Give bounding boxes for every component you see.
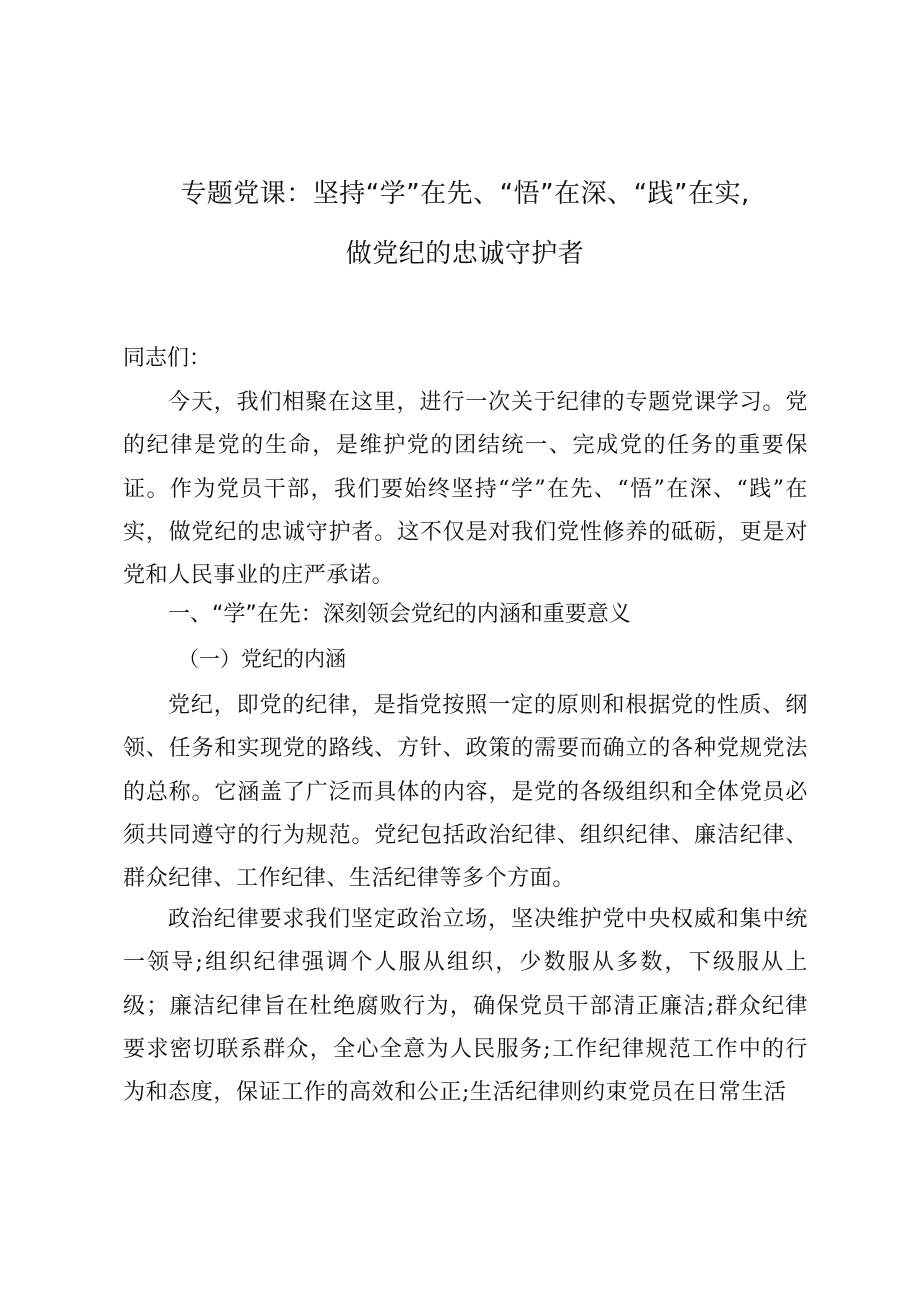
salutation: 同志们： [123, 346, 212, 371]
paragraph-intro: 今天，我们相聚在这里，进行一次关于纪律的专题党课学习。党的纪律是党的生命，是维护党的团结统一、完成党的任务的重要保证。作为党员干部，我们要始终坚持“学”在先、“悟”在深、“践”在实，做党纪的忠诚守护者。这不仅是对我们党性修养的砥砺，更是对党和人民事业的庄严承诺。 [123, 390, 808, 589]
document-title-line-2: 做党纪的忠诚守护者 [345, 239, 585, 269]
paragraph-discipline-types: 政治纪律要求我们坚定政治立场，坚决维护党中央权威和集中统一领导;组织纪律强调个人服从组织，少数服从多数，下级服从上级；廉洁纪律旨在杜绝腐败行为，确保党员干部清正廉洁;群众纪律要求密切联系群众，全心全意为人民服务;工作纪律规范工作中的行为和态度，保证工作的高效和公正;生活纪律则约束党员在日常生活 [123, 907, 808, 1106]
subsection-heading: （一）党纪的内涵 [178, 647, 346, 671]
section-heading: 一、“学”在先：深刻领会党纪的内涵和重要意义 [168, 602, 631, 627]
document-title-line-1: 专题党课：坚持“学”在先、“悟”在深、“践”在实, [180, 179, 750, 209]
paragraph-definition: 党纪，即党的纪律，是指党按照一定的原则和根据党的性质、纲领、任务和实现党的路线、方针、政策的需要而确立的各种党规党法的总称。它涵盖了广泛而具体的内容，是党的各级组织和全体党员必须共同遵守的行为规范。党纪包括政治纪律、组织纪律、廉洁纪律、群众纪律、工作纪律、生活纪律等多个方面。 [123, 693, 808, 892]
